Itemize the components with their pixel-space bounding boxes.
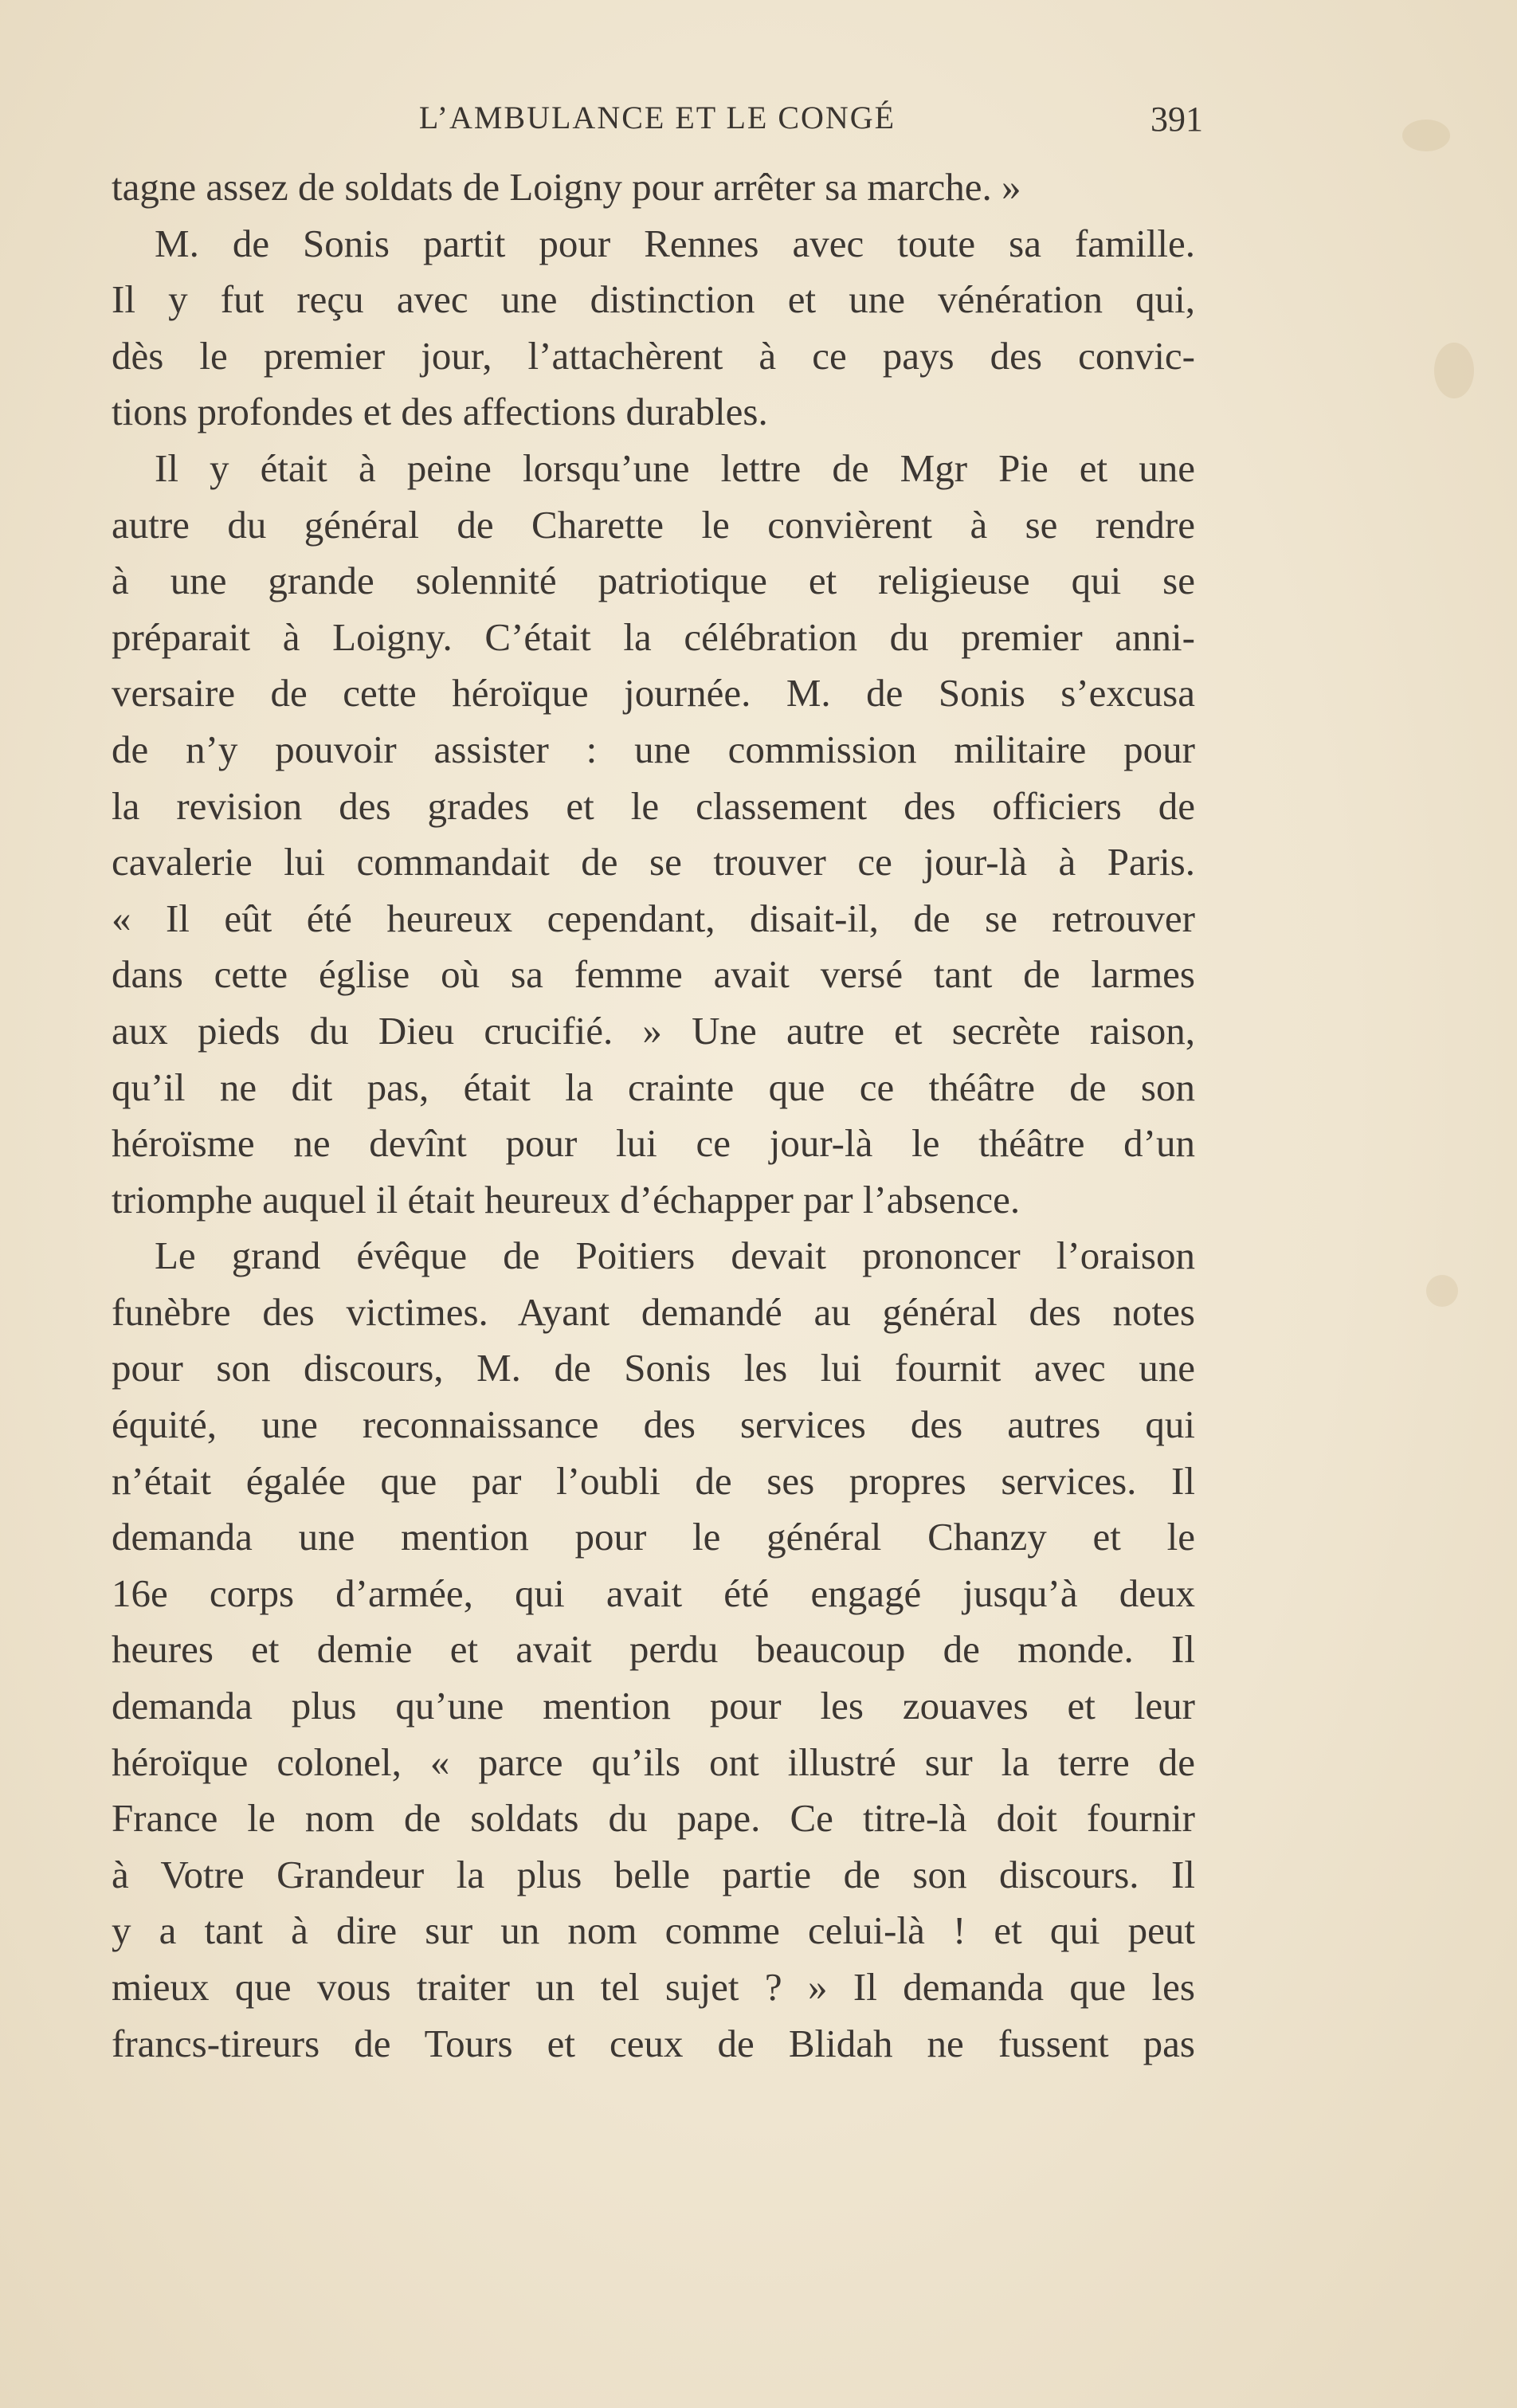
text-line: la revision des grades et le classement des officiers de: [112, 783, 1195, 828]
text-line: 16e corps d’armée, qui avait été engagé jusqu’à deux: [112, 1571, 1195, 1615]
text-line: à une grande solennité patriotique et religieuse qui se: [112, 559, 1195, 603]
body-text: [112, 159, 1195, 2072]
text-line: mieux que vous traiter un tel sujet ? » Il demanda que les: [112, 1965, 1195, 2009]
text-line: y a tant à dire sur un nom comme celui-là ! et qui peut: [112, 1908, 1195, 1953]
text-line: M. de Sonis partit pour Rennes avec toute sa famille.: [155, 221, 1195, 265]
running-head: [112, 94, 1203, 158]
text-line: n’était égalée que par l’oubli de ses propres services. Il: [112, 1458, 1195, 1503]
text-line: « Il eût été heureux cependant, disait-il, de se retrouver: [112, 896, 1195, 940]
text-line: aux pieds du Dieu crucifié. » Une autre et secrète raison,: [112, 1008, 1195, 1053]
text-line: préparait à Loigny. C’était la célébration du premier anni-: [112, 614, 1195, 659]
text-line: France le nom de soldats du pape. Ce titre-là doit fournir: [112, 1796, 1195, 1841]
text-line: tagne assez de soldats de Loigny pour arrêter sa marche. »: [112, 165, 1021, 209]
text-line: tions profondes et des affections durables.: [112, 390, 768, 434]
running-title: L’AMBULANCE ET LE CONGÉ: [418, 100, 896, 135]
text-line: qu’il ne dit pas, était la crainte que ce théâtre de son: [112, 1065, 1195, 1109]
text-line: cavalerie lui commandait de se trouver ce jour-là à Paris.: [112, 840, 1195, 884]
text-line: dès le premier jour, l’attachèrent à ce pays des convic-: [112, 333, 1195, 378]
paper-stain: [1434, 343, 1474, 398]
text-line: pour son discours, M. de Sonis les lui fournit avec une: [112, 1346, 1195, 1390]
text-line: Il y était à peine lorsqu’une lettre de Mgr Pie et une: [155, 445, 1195, 490]
text-line: dans cette église où sa femme avait versé tant de larmes: [112, 952, 1195, 997]
text-line: autre du général de Charette le convièrent à se rendre: [112, 502, 1195, 547]
text-line: équité, une reconnaissance des services des autres qui: [112, 1402, 1195, 1447]
text-line: à Votre Grandeur la plus belle partie de son discours. Il: [112, 1852, 1195, 1896]
paper-stain: [1402, 120, 1450, 151]
text-line: demanda une mention pour le général Chanzy et le: [112, 1515, 1195, 1559]
text-line: heures et demie et avait perdu beaucoup de monde. Il: [112, 1627, 1195, 1672]
text-line: de n’y pouvoir assister : une commission militaire pour: [112, 727, 1195, 771]
text-line: funèbre des victimes. Ayant demandé au général des notes: [112, 1289, 1195, 1334]
paper-stain: [1426, 1275, 1458, 1307]
text-line: francs-tireurs de Tours et ceux de Blidah ne fussent pas: [112, 2021, 1195, 2065]
text-line: demanda plus qu’une mention pour les zouaves et leur: [112, 1684, 1195, 1728]
text-line: héroïque colonel, « parce qu’ils ont illustré sur la terre de: [112, 1739, 1195, 1784]
text-line: versaire de cette héroïque journée. M. de Sonis s’excusa: [112, 671, 1195, 716]
text-line: Il y fut reçu avec une distinction et une vénération qui,: [112, 277, 1195, 322]
text-line: triomphe auquel il était heureux d’échapper par l’absence.: [112, 1177, 1021, 1222]
text-line: Le grand évêque de Poitiers devait prononcer l’oraison: [155, 1233, 1195, 1278]
text-line: héroïsme ne devînt pour lui ce jour-là le théâtre d’un: [112, 1121, 1195, 1166]
page-number: 391: [1150, 100, 1203, 139]
